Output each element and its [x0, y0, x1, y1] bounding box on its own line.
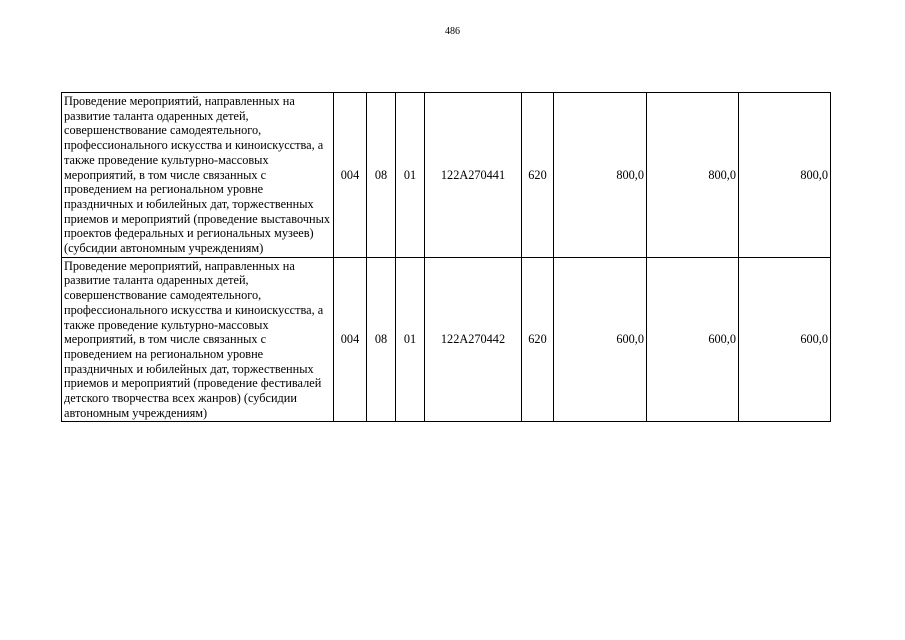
section-code: 08: [367, 93, 396, 258]
subsection-code: 01: [396, 257, 425, 422]
target-item-code: 122А270442: [425, 257, 522, 422]
amount-year-2: 600,0: [647, 257, 739, 422]
amount-year-2: 800,0: [647, 93, 739, 258]
expense-type-code: 620: [522, 93, 554, 258]
ministry-code: 004: [334, 93, 367, 258]
amount-year-3: 600,0: [739, 257, 831, 422]
table-row: [62, 93, 831, 258]
expense-type-code: 620: [522, 257, 554, 422]
amount-year-3: 800,0: [739, 93, 831, 258]
section-code: 08: [367, 257, 396, 422]
budget-table: [61, 92, 831, 422]
page-number: 486: [445, 26, 460, 37]
row-description: Проведение мероприятий, направленных на развитие таланта одаренных детей, совершенствование самодеятельного, профессионального искусства и киноискусства, а также проведение культурно-массовых мероприятий, в том числе связанных с проведением на региональном уровне праздничных и юбилейных дат, торжественных приемов и мероприятий (проведение выставочных проектов федеральных и региональных музеев) (субсидии автономным учреждениям): [62, 93, 334, 258]
amount-year-1: 600,0: [554, 257, 647, 422]
table-row: [62, 257, 831, 422]
subsection-code: 01: [396, 93, 425, 258]
ministry-code: 004: [334, 257, 367, 422]
target-item-code: 122А270441: [425, 93, 522, 258]
amount-year-1: 800,0: [554, 93, 647, 258]
row-description: Проведение мероприятий, направленных на развитие таланта одаренных детей, совершенствование самодеятельного, профессионального искусства и киноискусства, а также проведение культурно-массовых мероприятий, в том числе связанных с проведением на региональном уровне праздничных и юбилейных дат, торжественных приемов и мероприятий (проведение фестивалей детского творчества всех жанров) (субсидии автономным учреждениям): [62, 257, 334, 422]
